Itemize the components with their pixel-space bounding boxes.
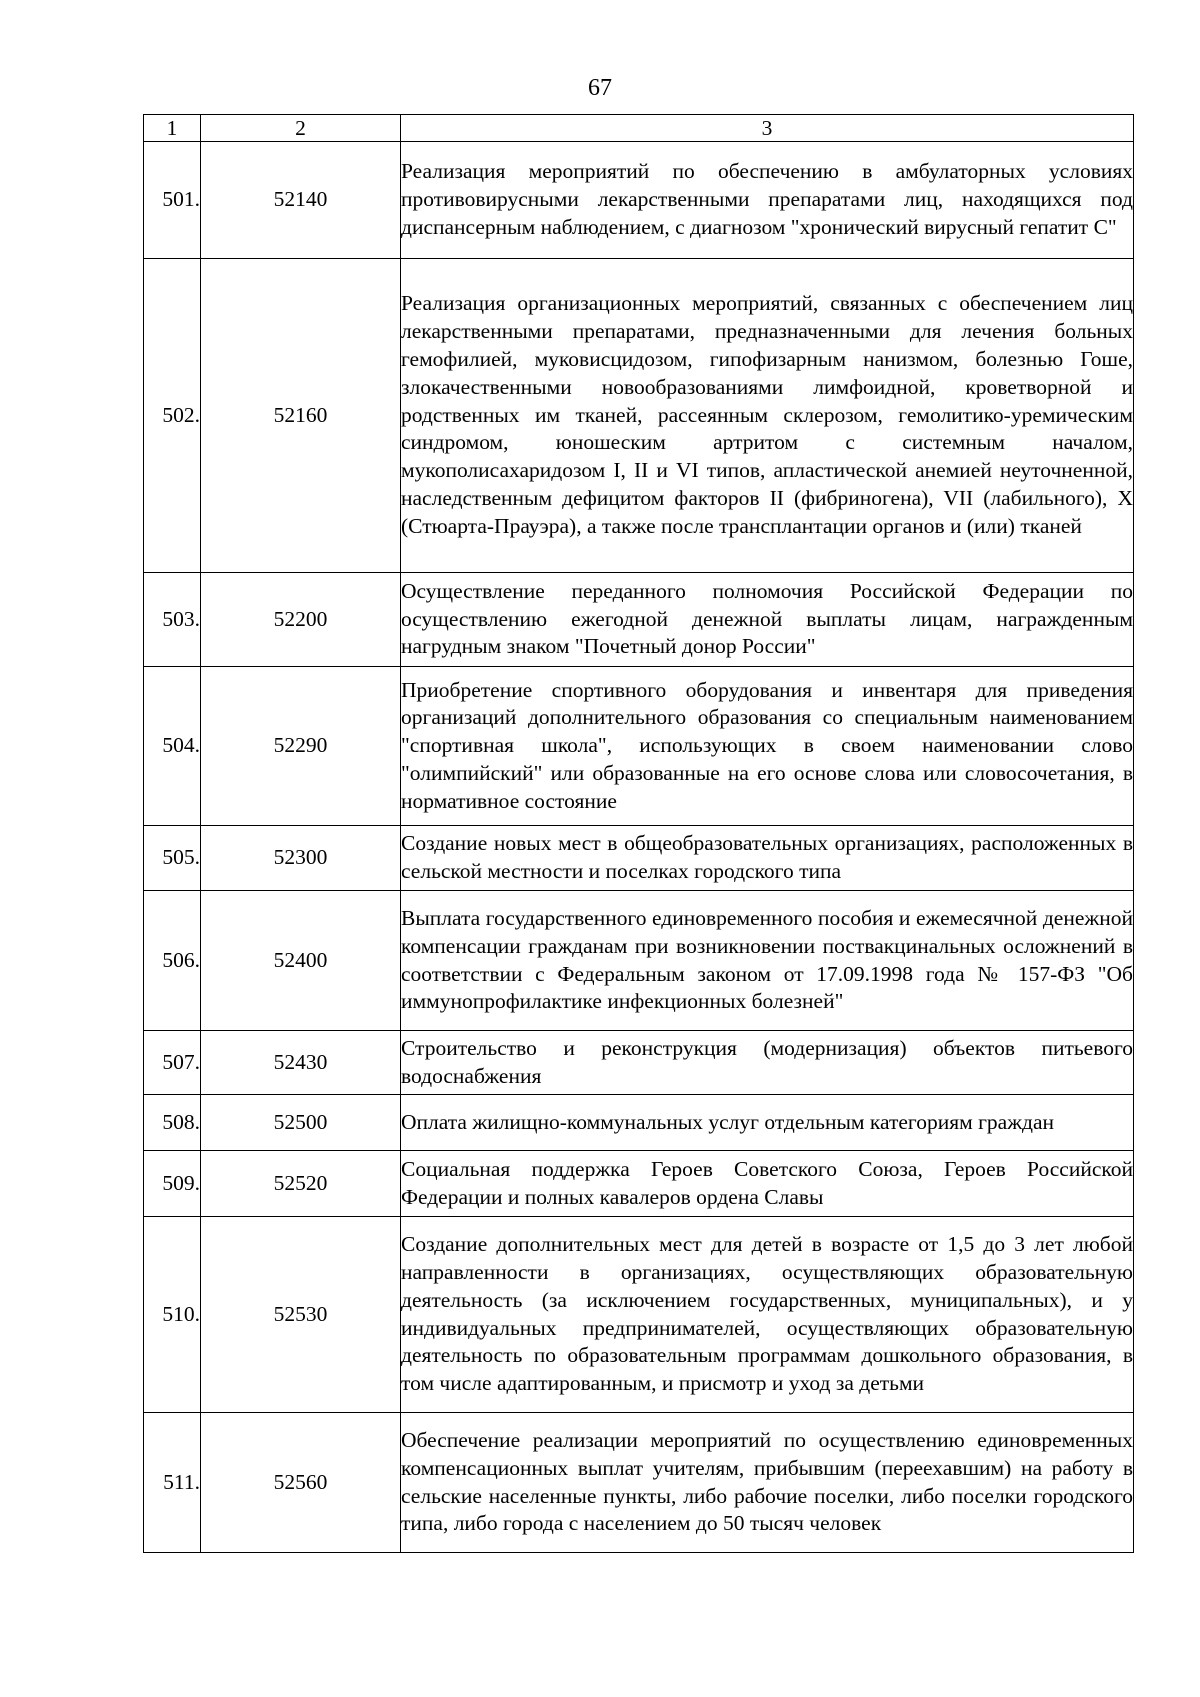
table-row	[144, 1095, 1134, 1151]
table-row	[144, 1151, 1134, 1217]
row-description: Строительство и реконструкция (модернизация) объектов питьевого водоснабжения	[401, 1031, 1134, 1095]
row-number: 502.	[144, 259, 201, 573]
row-code: 52500	[201, 1095, 401, 1151]
row-number: 509.	[144, 1151, 201, 1217]
table-row	[144, 1413, 1134, 1553]
table-row	[144, 1031, 1134, 1095]
row-code: 52140	[201, 142, 401, 259]
column-header-3: 3	[401, 115, 1134, 142]
row-description: Реализация организационных мероприятий, связанных с обеспечением лиц лекарственными препаратами, предназначенными для лечения больных гемофилией, муковисцидозом, гипофизарным нанизмом, болезнью Гоше, злокачественными новообразованиями лимфоидной, кроветворной и родственных им тканей, рассеянным склерозом, гемолитико-уремическим синдромом, юношеским артритом с системным началом, мукополисахаридозом I, II и VI типов, апластической анемией неуточненной, наследственным дефицитом факторов II (фибриногена), VII (лабильного), X (Стюарта-Прауэра), а также после трансплантации органов и (или) тканей	[401, 259, 1134, 573]
row-code: 52560	[201, 1413, 401, 1553]
row-description: Создание новых мест в общеобразовательных организациях, расположенных в сельской местности и поселках городского типа	[401, 826, 1134, 891]
row-number: 505.	[144, 826, 201, 891]
row-code: 52160	[201, 259, 401, 573]
table-row	[144, 142, 1134, 259]
column-header-2: 2	[201, 115, 401, 142]
row-number: 511.	[144, 1413, 201, 1553]
row-description: Реализация мероприятий по обеспечению в амбулаторных условиях противовирусными лекарственными препаратами лиц, находящихся под диспансерным наблюдением, с диагнозом "хронический вирусный гепатит С"	[401, 142, 1134, 259]
row-code: 52530	[201, 1217, 401, 1413]
row-code: 52520	[201, 1151, 401, 1217]
row-number: 504.	[144, 667, 201, 826]
row-code: 52200	[201, 573, 401, 667]
row-number: 507.	[144, 1031, 201, 1095]
row-code: 52430	[201, 1031, 401, 1095]
row-number: 510.	[144, 1217, 201, 1413]
row-number: 503.	[144, 573, 201, 667]
row-description: Осуществление переданного полномочия Российской Федерации по осуществлению ежегодной денежной выплаты лицам, награжденным нагрудным знаком "Почетный донор России"	[401, 573, 1134, 667]
row-description: Социальная поддержка Героев Советского Союза, Героев Российской Федерации и полных кавалеров ордена Славы	[401, 1151, 1134, 1217]
table-row	[144, 891, 1134, 1031]
row-description: Приобретение спортивного оборудования и инвентаря для приведения организаций дополнительного образования со специальным наименованием "спортивная школа", использующих в своем наименовании слово "олимпийский" или образованные на его основе слова или словосочетания, в нормативное состояние	[401, 667, 1134, 826]
page-number: 67	[588, 75, 612, 101]
row-description: Оплата жилищно-коммунальных услуг отдельным категориям граждан	[401, 1095, 1134, 1151]
row-description: Обеспечение реализации мероприятий по осуществлению единовременных компенсационных выплат учителям, прибывшим (переехавшим) на работу в сельские населенные пункты, либо рабочие поселки, либо поселки городского типа, либо города с населением до 50 тысяч человек	[401, 1413, 1134, 1553]
budget-codes-table	[143, 114, 1134, 1553]
column-header-1: 1	[144, 115, 201, 142]
row-number: 501.	[144, 142, 201, 259]
row-code: 52300	[201, 826, 401, 891]
row-code: 52400	[201, 891, 401, 1031]
table-header-row	[144, 115, 1134, 142]
table-row	[144, 1217, 1134, 1413]
row-number: 508.	[144, 1095, 201, 1151]
row-description: Создание дополнительных мест для детей в возрасте от 1,5 до 3 лет любой направленности в организациях, осуществляющих образовательную деятельность (за исключением государственных, муниципальных), и у индивидуальных предпринимателей, осуществляющих образовательную деятельность по образовательным программам дошкольного образования, в том числе адаптированным, и присмотр и уход за детьми	[401, 1217, 1134, 1413]
row-code: 52290	[201, 667, 401, 826]
row-number: 506.	[144, 891, 201, 1031]
table-row	[144, 259, 1134, 573]
table-row	[144, 667, 1134, 826]
table-row	[144, 573, 1134, 667]
row-description: Выплата государственного единовременного пособия и ежемесячной денежной компенсации гражданам при возникновении поствакцинальных осложнений в соответствии с Федеральным законом от 17.09.1998 года № 157-ФЗ "Об иммунопрофилактике инфекционных болезней"	[401, 891, 1134, 1031]
table-row	[144, 826, 1134, 891]
